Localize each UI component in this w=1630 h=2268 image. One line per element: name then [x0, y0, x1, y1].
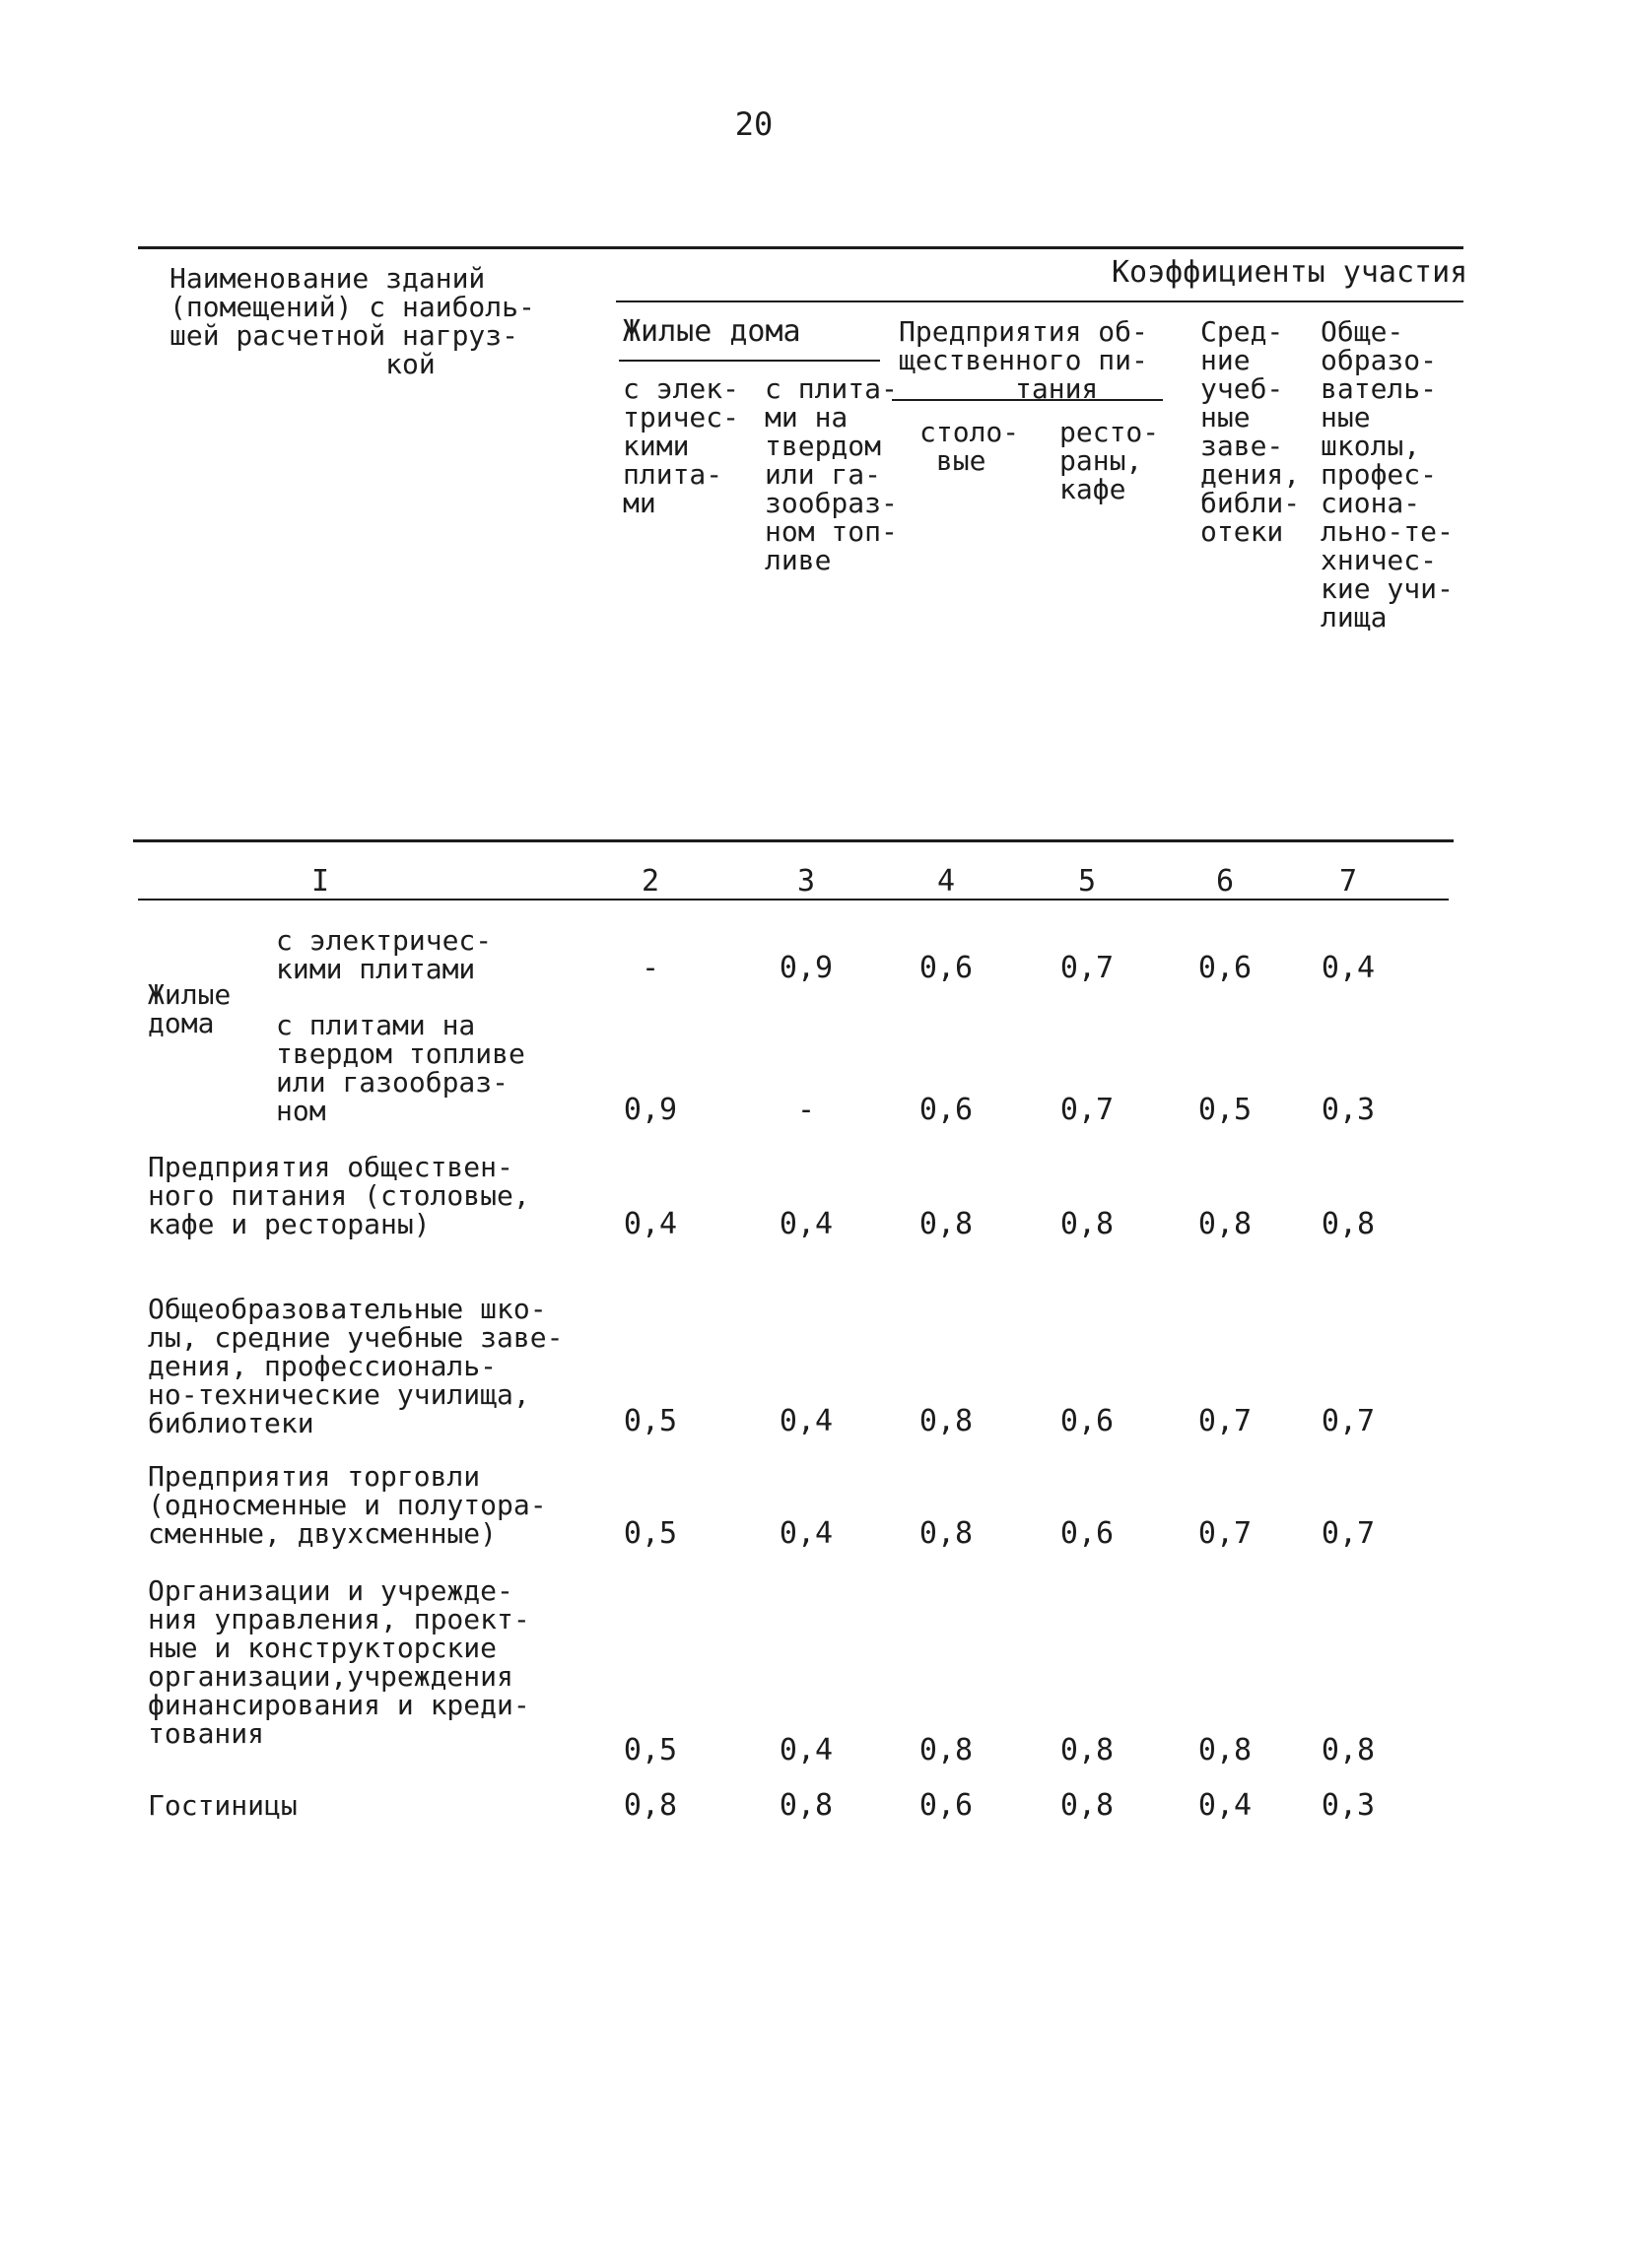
col-schools-header: Обще- образо- ватель- ные школы, профес- сиона- льно-те- хничес- кие учи- лища [1321, 315, 1454, 634]
cell-value: 0,5 [623, 1733, 678, 1768]
cell-value: 0,9 [623, 1093, 678, 1127]
cell-value: 0,6 [1059, 1516, 1115, 1551]
cell-value: 0,8 [918, 1733, 974, 1768]
cell-value: - [641, 951, 660, 985]
row-label: Предприятия обществен- ного питания (столовые, кафе и рестораны) [148, 1151, 530, 1240]
col-electric-header: с элек- тричес- кими плита- ми [623, 372, 740, 519]
col-secondary-header: Сред- ние учеб- ные заве- дения, библи- отеки [1200, 315, 1301, 548]
numbers-bottom-rule [138, 899, 1449, 901]
cell-value: 0,8 [918, 1207, 974, 1241]
cell-value: 0,5 [1197, 1093, 1253, 1127]
cell-value: 0,6 [1197, 951, 1253, 985]
row-label: Гостиницы [148, 1789, 298, 1822]
cell-value: 0,4 [779, 1207, 834, 1241]
column-number: 7 [1338, 864, 1358, 899]
row-label: Организации и учрежде- ния управления, проект- ные и конструкторские организации,учреждения финансирования и креди- тования [148, 1574, 530, 1750]
cell-value: 0,9 [779, 951, 834, 985]
cell-value: 0,8 [918, 1404, 974, 1438]
table-top-rule [138, 246, 1463, 249]
header-bottom-rule [133, 839, 1454, 842]
row-label-header: Наименование зданий (помещений) с наиболь- шей расчетной нагруз- кой [170, 262, 535, 380]
column-number: I [310, 864, 330, 899]
cell-value: 0,7 [1197, 1404, 1253, 1438]
cell-value: 0,8 [1321, 1207, 1376, 1241]
cell-value: 0,7 [1197, 1516, 1253, 1551]
cell-value: 0,8 [623, 1788, 678, 1823]
cell-value: 0,4 [779, 1404, 834, 1438]
residential-underline [619, 360, 880, 362]
cell-value: 0,4 [623, 1207, 678, 1241]
column-number: 2 [641, 864, 660, 899]
cell-value: 0,8 [779, 1788, 834, 1823]
cell-value: 0,8 [918, 1516, 974, 1551]
page-number: 20 [734, 105, 774, 143]
cell-value: 0,4 [779, 1516, 834, 1551]
row-label: Предприятия торговли (односменные и полутора- сменные, двухсменные) [148, 1460, 547, 1550]
cell-value: 0,4 [779, 1733, 834, 1768]
residential-group-header: Жилые дома [623, 314, 801, 349]
col-restaurants-header: ресто- раны, кафе [1059, 416, 1160, 505]
column-number: 4 [936, 864, 956, 899]
cell-value: 0,7 [1321, 1516, 1376, 1551]
cell-value: 0,4 [1197, 1788, 1253, 1823]
cell-value: 0,7 [1059, 1093, 1115, 1127]
row-label: с электричес- кими плитами [276, 924, 493, 985]
cell-value: 0,6 [918, 1093, 974, 1127]
row-label: Общеобразовательные шко- лы, средние учебные заве- дения, профессиональ- но-технические училища, библиотеки [148, 1293, 564, 1439]
col-solid-header: с плита- ми на твердом или га- зообраз- ном топ- ливе [765, 372, 898, 576]
cell-value: 0,8 [1321, 1733, 1376, 1768]
residential-side-label: Жилые дома [148, 978, 232, 1039]
cell-value: 0,7 [1059, 951, 1115, 985]
col-canteens-header: столо- вые [919, 416, 1020, 477]
row-label: с плитами на твердом топливе или газообраз- ном [276, 1009, 525, 1127]
cell-value: 0,6 [918, 951, 974, 985]
cell-value: 0,6 [1059, 1404, 1115, 1438]
cell-value: 0,8 [1059, 1788, 1115, 1823]
group-underline [616, 300, 1463, 302]
cell-value: 0,8 [1197, 1207, 1253, 1241]
cell-value: - [796, 1093, 816, 1127]
cell-value: 0,4 [1321, 951, 1376, 985]
column-number: 3 [796, 864, 816, 899]
cell-value: 0,3 [1321, 1093, 1376, 1127]
catering-group-header: Предприятия об- щественного пи- тания [899, 315, 1148, 405]
cell-value: 0,3 [1321, 1788, 1376, 1823]
group-title: Коэффициенты участия [1112, 255, 1468, 290]
cell-value: 0,8 [1059, 1207, 1115, 1241]
cell-value: 0,8 [1059, 1733, 1115, 1768]
cell-value: 0,5 [623, 1516, 678, 1551]
cell-value: 0,8 [1197, 1733, 1253, 1768]
cell-value: 0,7 [1321, 1404, 1376, 1438]
cell-value: 0,6 [918, 1788, 974, 1823]
cell-value: 0,5 [623, 1404, 678, 1438]
column-number: 5 [1077, 864, 1097, 899]
column-number: 6 [1215, 864, 1235, 899]
